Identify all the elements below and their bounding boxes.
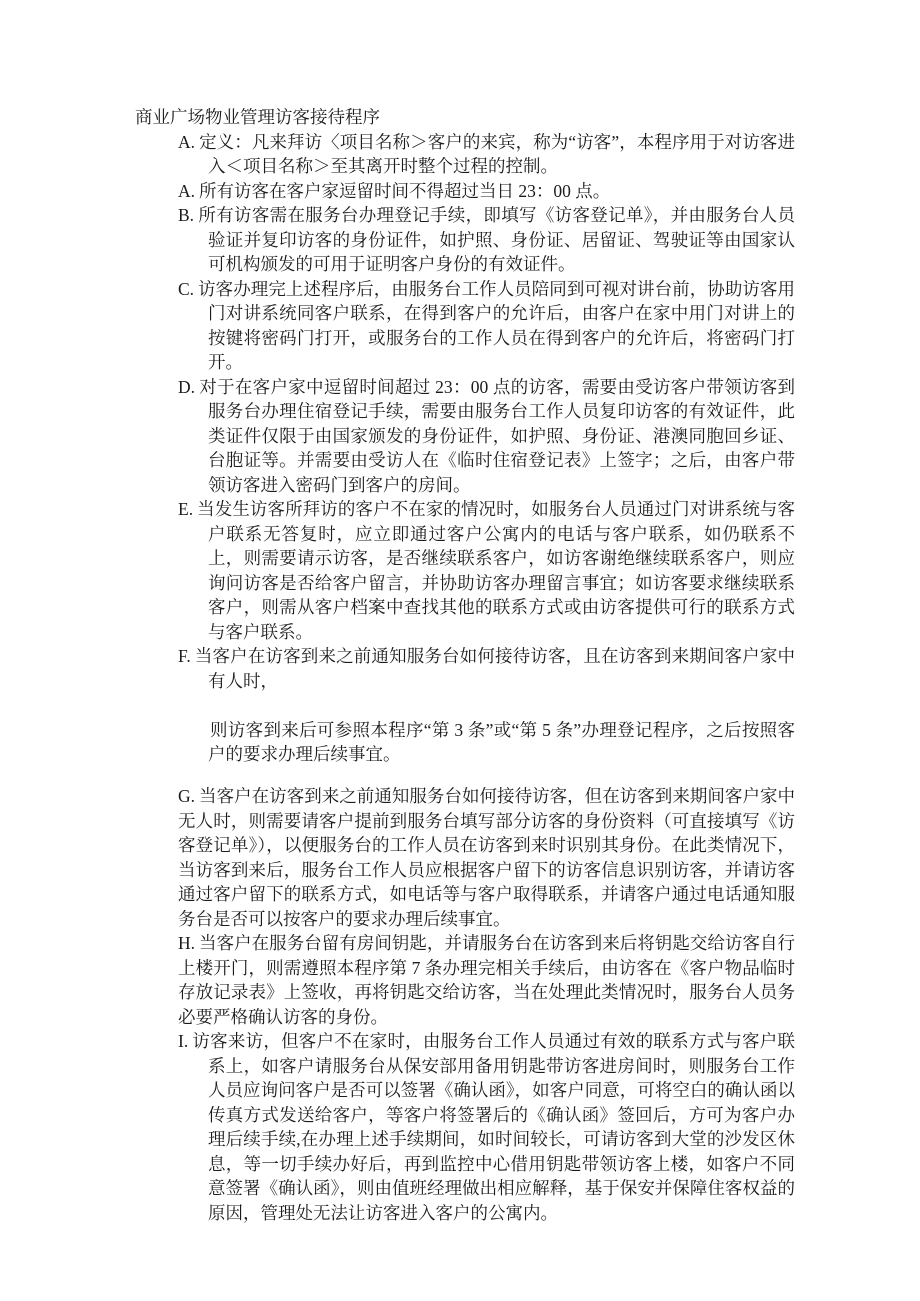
item-label-f: F. <box>178 646 191 666</box>
item-text-f: 当客户在访客到来之前通知服务台如何接待访客，且在访客到来期间客户家中有人时， <box>194 646 795 691</box>
item-text-e: 当发生访客所拜访的客户不在家的情况时，如服务台人员通过门对讲系统与客户联系无答复时，应立即通过客户公寓内的电话与客户联系，如仍联系不上，则需要请示访客，是否继续联系客户，如访客谢绝继续联系客户，则应询问访客是否给客户留言，并协助访客办理留言事宜；如访客要求继续联系客户，则需从客户档案中查找其他的联系方式或由访客提供可行的联系方式与客户联系。 <box>197 499 795 642</box>
item-label-d: D. <box>178 376 196 397</box>
item-label-h: H. <box>178 933 196 953</box>
item-label-c: C. <box>178 278 195 299</box>
item-label-e: E. <box>178 499 194 519</box>
list-item-g <box>135 784 795 931</box>
item-text-b: 所有访客需在服务台办理登记手续，即填写《访客登记单》，并由服务台人员验证并复印访客的身份证件，如护照、身份证、居留证、驾驶证等由国家认可机构颁发的可用于证明客户身份的有效证件。 <box>198 205 795 274</box>
item-text-c: 访客办理完上述程序后，由服务台工作人员陪同到可视对讲台前，协助访客用门对讲系统同客户联系，在得到客户的允许后，由客户在家中用门对讲上的按键将密码门打开，或服务台的工作人员在得到客户的允许后，将密码门打开。 <box>198 278 795 372</box>
document-title: 商业广场物业管理访客接待程序 <box>135 107 380 127</box>
list-item-h <box>135 931 795 1029</box>
item-text-i: 访客来访，但客户不在家时，由服务台工作人员通过有效的联系方式与客户联系上，如客户请服务台从保安部用备用钥匙带访客进房间时，则服务台工作人员应询问客户是否可以签署《确认函》，如客户同意，可将空白的确认函以传真方式发送给客户，等客户将签署后的《确认函》签回后，方可为客户办理后续手续,在办理上述手续期间，如时间较长，可请访客到大堂的沙发区休息，等一切手续办好后，再到监控中心借用钥匙带领访客上楼，如客户不同意签署《确认函》，则由值班经理做出相应解释，基于保安并保障住客权益的原因，管理处无法让访客进入客户的公寓内。 <box>192 1031 795 1223</box>
item-text-g: 当客户在访客到来之前通知服务台如何接待访客，但在访客到来期间客户家中无人时，则需要请客户提前到服务台填写部分访客的身份资料（可直接填写《访客登记单》），以便服务台的工作人员在访客到来时识别其身份。在此类情况下，当访客到来后，服务台工作人员应根据客户留下的访客信息识别访客，并请访客通过客户留下的联系方式，如电话等与客户取得联系，并请客户通过电话通知服务台是否可以按客户的要求办理后续事宜。 <box>178 786 795 929</box>
list-item-a-definition <box>135 130 795 179</box>
list-item-a-curfew <box>135 179 795 204</box>
item-label-i: I. <box>178 1031 189 1051</box>
list-item-f-continuation: 则访客到来后可参照本程序“第 3 条”或“第 5 条”办理登记程序，之后按照客户的要求办理后续事宜。 <box>208 719 795 764</box>
list-item-i <box>135 1029 795 1225</box>
item-text-a2: 所有访客在客户家逗留时间不得超过当日 23：00 点。 <box>199 180 611 201</box>
item-label-a2: A. <box>178 180 196 201</box>
list-item-c <box>135 277 795 375</box>
list-item-d <box>135 375 795 498</box>
item-label-g: G. <box>178 786 196 806</box>
item-text-a1: 定义：凡来拜访〈项目名称＞客户的来宾，称为“访客”，本程序用于对访客进入＜项目名称＞至其离开时整个过程的控制。 <box>199 131 795 176</box>
list-item-e <box>135 497 795 644</box>
document-body <box>135 105 795 1225</box>
list-item-b <box>135 203 795 277</box>
item-label-a1: A. <box>178 131 196 152</box>
item-label-b: B. <box>178 205 195 225</box>
item-text-h: 当客户在服务台留有房间钥匙，并请服务台在访客到来后将钥匙交给访客自行上楼开门，则需遵照本程序第 7 条办理完相关手续后，由访客在《客户物品临时存放记录表》上签收，再将钥匙交给访客，当在处理此类情况时，服务台人员务必要严格确认访客的身份。 <box>178 933 795 1027</box>
item-text-d: 对于在客户家中逗留时间超过 23：00 点的访客，需要由受访客户带领访客到服务台办理住宿登记手续，需要由服务台工作人员复印访客的有效证件，此类证件仅限于由国家颁发的身份证件，如护照、身份证、港澳同胞回乡证、台胞证等。并需要由受访人在《临时住宿登记表》上签字；之后，由客户带领访客进入密码门到客户的房间。 <box>199 376 795 495</box>
list-item-f <box>135 644 795 693</box>
